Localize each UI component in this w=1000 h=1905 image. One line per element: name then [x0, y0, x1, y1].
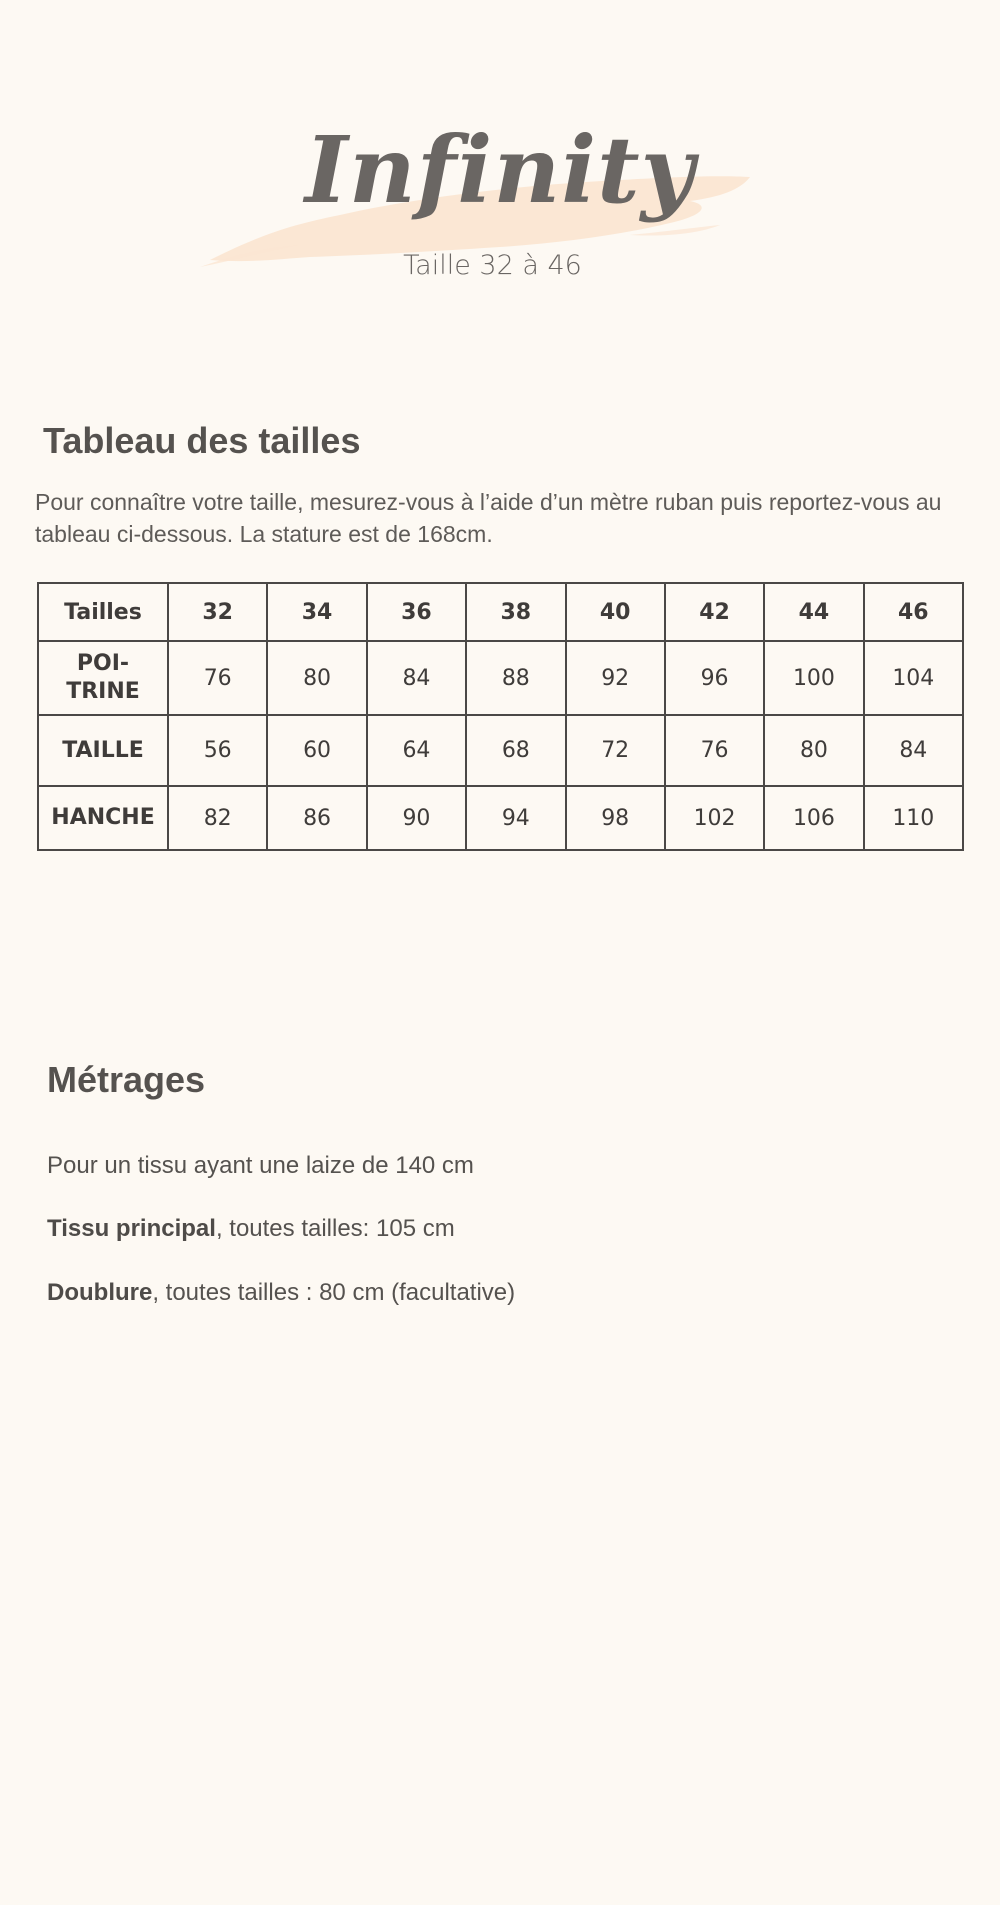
row-label-line: TRINE: [66, 679, 140, 704]
table-cell: 98: [566, 786, 665, 850]
table-cell: 90: [367, 786, 466, 850]
table-cell: 86: [267, 786, 366, 850]
table-cell: 84: [367, 641, 466, 715]
row-label-poitrine: [38, 641, 168, 715]
table-cell: 80: [267, 641, 366, 715]
table-cell: 110: [864, 786, 963, 850]
table-header-cell: Tailles: [38, 583, 168, 641]
table-cell: 84: [864, 715, 963, 786]
size-chart-table: [37, 582, 964, 851]
main-fabric-line: [47, 1215, 455, 1243]
table-header-cell: 32: [168, 583, 267, 641]
main-fabric-text: , toutes tailles: 105 cm: [215, 1215, 455, 1242]
table-header-cell: 46: [864, 583, 963, 641]
table-cell: 60: [267, 715, 366, 786]
table-header-cell: 36: [367, 583, 466, 641]
table-header-cell: 42: [665, 583, 764, 641]
yardage-title: Métrages: [47, 1059, 206, 1100]
table-cell: 100: [764, 641, 863, 715]
table-cell: 76: [665, 715, 764, 786]
size-chart-intro: Pour connaître votre taille, mesurez-vous à l’aide d’un mètre ruban puis reportez-vous au tableau ci-dessous. La stature est de 168cm.: [35, 489, 942, 547]
table-header-cell: 38: [466, 583, 565, 641]
table-cell: 96: [665, 641, 764, 715]
table-header-cell: 34: [267, 583, 366, 641]
table-cell: 106: [764, 786, 863, 850]
table-row: [38, 786, 963, 850]
table-cell: 76: [168, 641, 267, 715]
fabric-width-text: Pour un tissu ayant une laize de 140 cm: [47, 1152, 474, 1179]
table-cell: 68: [466, 715, 565, 786]
table-cell: 92: [566, 641, 665, 715]
table-cell: 88: [466, 641, 565, 715]
table-row: [38, 641, 963, 715]
main-fabric-label: Tissu principal: [47, 1215, 216, 1242]
lining-line: [47, 1279, 515, 1307]
brand-title: Infinity: [304, 116, 696, 224]
table-cell: 82: [168, 786, 267, 850]
row-label-line: POI-: [76, 651, 130, 676]
table-row: [38, 715, 963, 786]
size-chart-title: Tableau des tailles: [43, 420, 361, 461]
lining-text: , toutes tailles : 80 cm (facultative): [152, 1279, 516, 1306]
table-header-row: [38, 583, 963, 641]
table-cell: 104: [864, 641, 963, 715]
table-cell: 80: [764, 715, 863, 786]
header: [0, 95, 1000, 305]
table-cell: 56: [168, 715, 267, 786]
lining-label: Doublure: [47, 1279, 153, 1306]
table-cell: 102: [665, 786, 764, 850]
size-range-subtitle: Taille 32 à 46: [403, 250, 582, 281]
table-cell: 94: [466, 786, 565, 850]
table-cell: 64: [367, 715, 466, 786]
table-cell: 72: [566, 715, 665, 786]
table-header-cell: 40: [566, 583, 665, 641]
row-label-hanche: HANCHE: [38, 786, 168, 850]
table-header-cell: 44: [764, 583, 863, 641]
row-label-taille: TAILLE: [38, 715, 168, 786]
